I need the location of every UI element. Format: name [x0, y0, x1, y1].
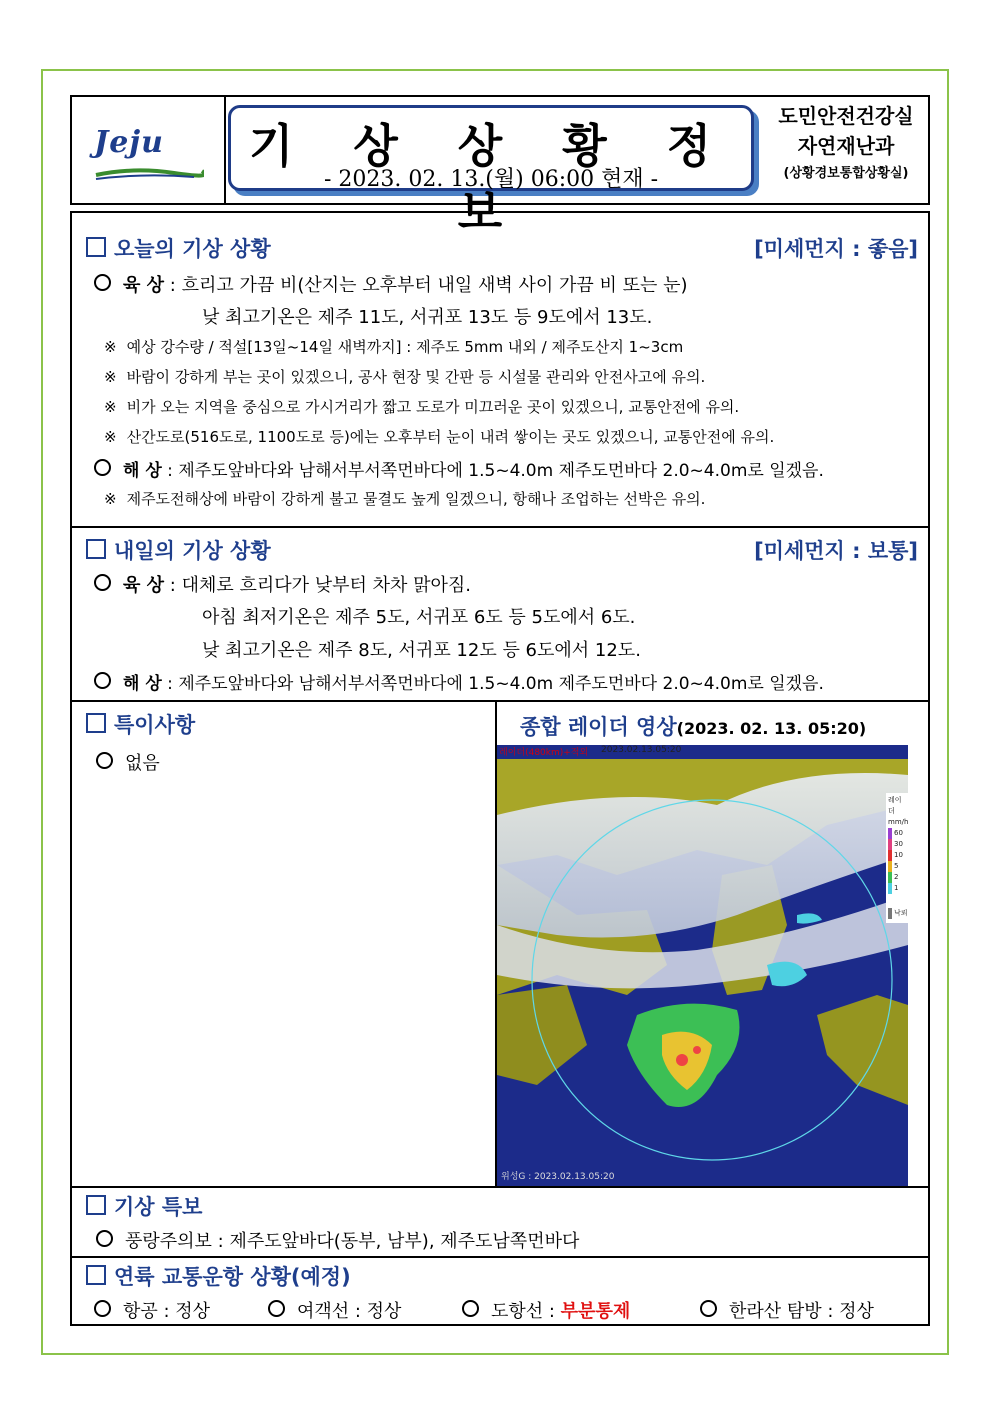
today-note: ※ 예상 강수량 / 적설[13일~14일 새벽까지] : 제주도 5mm 내외 / 제주도산지 1~3cm [104, 338, 684, 356]
dept-line3: (상황경보통합상황실) [783, 166, 909, 181]
tomorrow-land-max: 낮 최고기온은 제주 8도, 서귀포 12도 등 6도에서 12도. [202, 640, 641, 661]
today-note: ※ 산간도로(516도로, 1100도로 등)에는 오후부터 눈이 내려 쌓이는 곳도 있겠으니, 교통안전에 유의. [104, 428, 775, 446]
legend-label: mm/h [888, 818, 908, 826]
radar-legend [886, 793, 908, 923]
traffic-section-title: 연륙 교통운항 상황(예정) [86, 1261, 351, 1291]
report-body [70, 211, 930, 1326]
tomorrow-dust-level: [미세먼지 : 보통] [754, 539, 918, 563]
today-land-temp: 낮 최고기온은 제주 11도, 서귀포 13도 등 9도에서 13도. [202, 307, 653, 328]
report-datetime: - 2023. 02. 13.(월) 06:00 현재 - [323, 167, 659, 192]
circle-icon [94, 672, 111, 689]
report-header [70, 95, 930, 239]
today-section-title: 오늘의 기상 상황 [86, 233, 271, 263]
radar-title: 종합 레이더 영상(2023. 02. 13. 05:20) [520, 715, 867, 739]
today-note: ※ 제주도전해상에 바람이 강하게 불고 물결도 높게 일겠으니, 항해나 조업하는 선박은 유의. [104, 490, 706, 508]
legend-label: 30 [888, 839, 908, 850]
logo-swoosh-icon [94, 167, 204, 181]
radar-caption: 레이더(480km)+적외 [499, 748, 589, 758]
today-dust-level: [미세먼지 : 좋음] [754, 237, 918, 261]
traffic-air: 항공 : 정상 [94, 1297, 210, 1323]
legend-label: 2 [888, 872, 908, 883]
logo-text: Jeju [94, 125, 164, 160]
legend-label: 1 [888, 883, 908, 894]
page-title: 기 상 상 황 정 보 [248, 119, 734, 239]
circle-icon [94, 1300, 111, 1317]
title-box [228, 105, 754, 239]
tomorrow-land-row: 육 상 : 대체로 흐리다가 낮부터 차차 맑아짐. [94, 571, 471, 597]
checkbox-icon [86, 237, 106, 257]
checkbox-icon [86, 1265, 106, 1285]
circle-icon [96, 752, 113, 769]
tomorrow-sea-row: 해 상 : 제주도앞바다와 남해서부서쪽먼바다에 1.5~4.0m 제주도먼바다 2.0~4.0m로 일겠음. [94, 669, 824, 694]
warning-section-title: 기상 특보 [86, 1191, 202, 1221]
checkbox-icon [86, 713, 106, 733]
checkbox-icon [86, 539, 106, 559]
traffic-hallasan: 한라산 탐방 : 정상 [700, 1297, 874, 1323]
special-section-title: 특이사항 [86, 709, 195, 739]
radar-map [497, 745, 908, 1186]
divider [72, 1256, 928, 1258]
jeju-logo [72, 97, 226, 203]
today-land-row: 육 상 : 흐리고 가끔 비(산지는 오후부터 내일 새벽 사이 가끔 비 또는 눈) [94, 271, 688, 297]
today-sea-row: 해 상 : 제주도앞바다와 남해서부서쪽먼바다에 1.5~4.0m 제주도먼바다 2.0~4.0m로 일겠음. [94, 456, 824, 481]
legend-label: 5 [888, 861, 908, 872]
checkbox-icon [86, 1195, 106, 1215]
divider [72, 526, 928, 528]
traffic-island-ferry: 도항선 : 부분통제 [462, 1297, 630, 1323]
circle-icon [94, 574, 111, 591]
warning-item: 풍랑주의보 : 제주도앞바다(동부, 남부), 제주도남쪽먼바다 [96, 1227, 579, 1253]
radar-caption-time: 2023.02.13.05:20 [601, 745, 682, 755]
dept-line2: 자연재난과 [797, 134, 895, 158]
circle-icon [94, 274, 111, 291]
tomorrow-land-min: 아침 최저기온은 제주 5도, 서귀포 6도 등 5도에서 6도. [202, 607, 636, 628]
divider [72, 700, 928, 702]
radar-image [497, 745, 908, 1186]
circle-icon [96, 1230, 113, 1247]
today-note: ※ 바람이 강하게 부는 곳이 있겠으니, 공사 현장 및 간판 등 시설물 관리와 안전사고에 유의. [104, 368, 706, 386]
dept-line1: 도민안전건강실 [778, 104, 914, 128]
circle-icon [700, 1300, 717, 1317]
legend-label: 60 [888, 828, 908, 839]
today-note: ※ 비가 오는 지역을 중심으로 가시거리가 짧고 도로가 미끄러운 곳이 있겠으니, 교통안전에 유의. [104, 398, 740, 416]
tomorrow-section-title: 내일의 기상 상황 [86, 535, 271, 565]
radar-footer: 위성G : 2023.02.13.05:20 [501, 1172, 615, 1182]
divider [72, 1186, 928, 1188]
circle-icon [462, 1300, 479, 1317]
legend-label: 10 [888, 850, 908, 861]
special-item: 없음 [96, 749, 160, 775]
traffic-ferry: 여객선 : 정상 [268, 1297, 401, 1323]
circle-icon [94, 459, 111, 476]
department-block [766, 101, 926, 187]
circle-icon [268, 1300, 285, 1317]
legend-label: 레이더 [888, 796, 902, 815]
legend-label: 낙뢰 [888, 908, 908, 919]
